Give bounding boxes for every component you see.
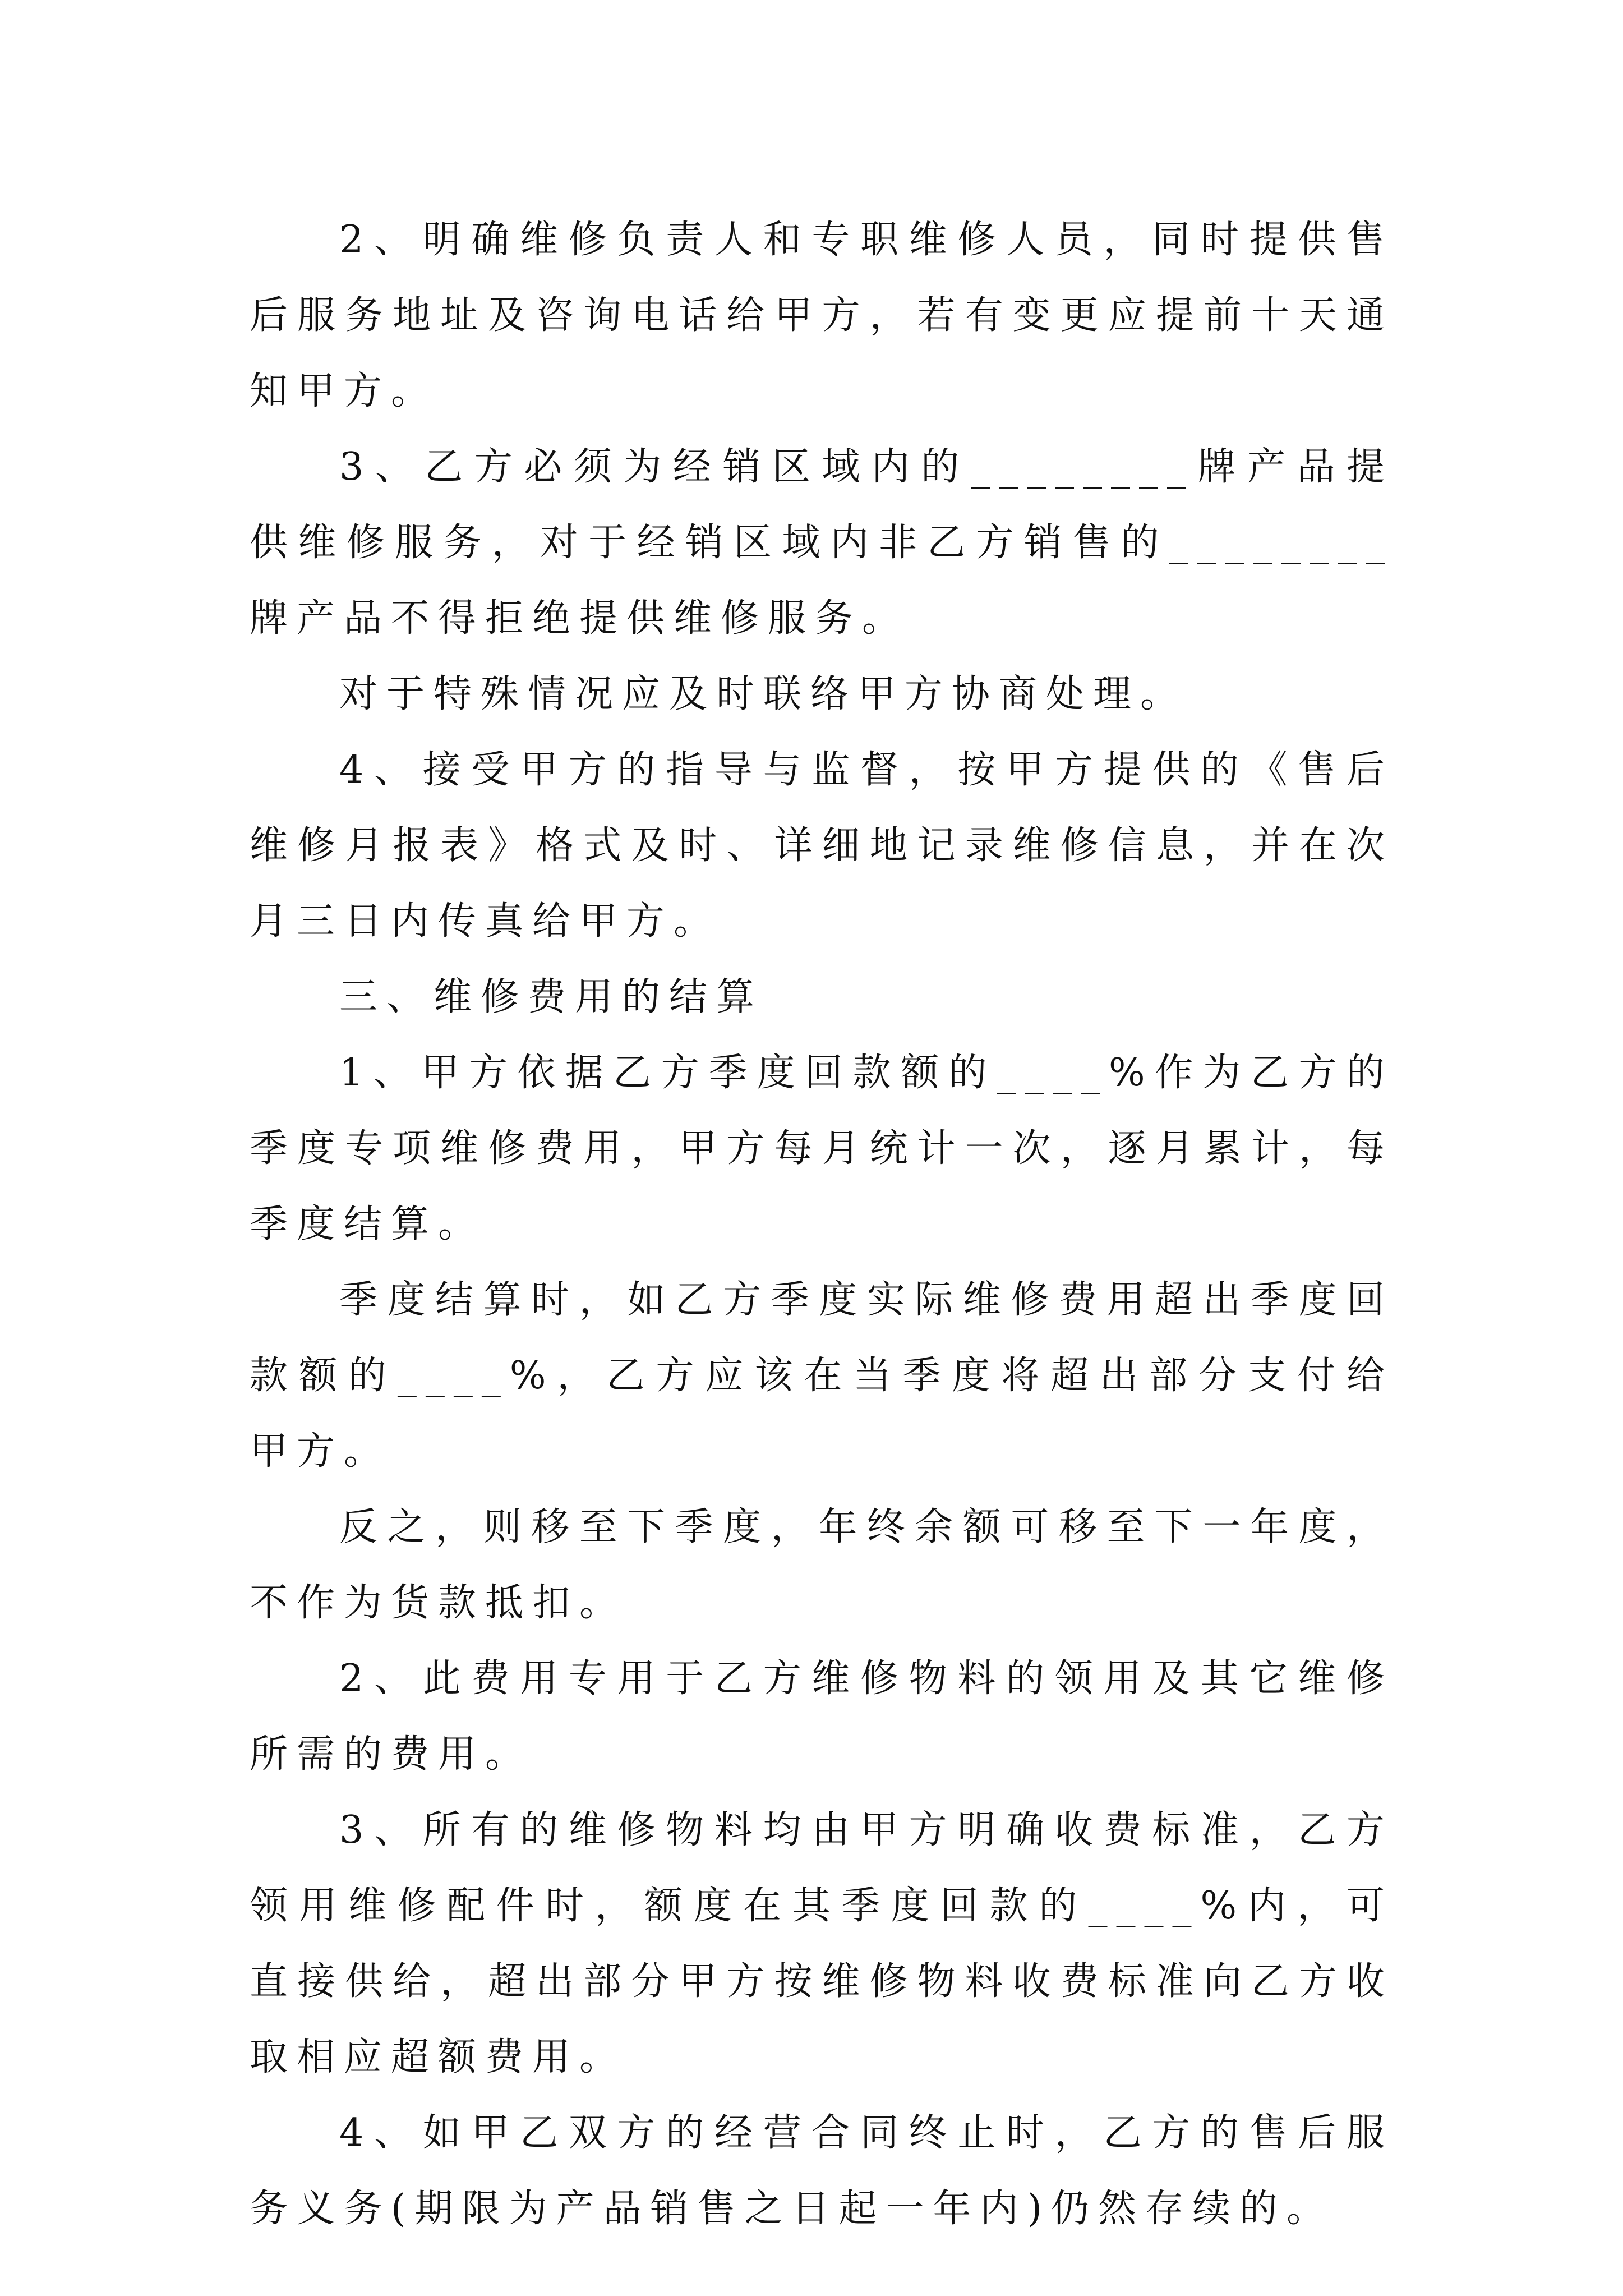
paragraph-balance-carryover: 反之，则移至下季度，年终余额可移至下一年度，不作为货款抵扣。 — [250, 1505, 1394, 1625]
section-heading-settlement: 三、维修费用的结算 — [339, 975, 764, 1019]
paragraph-special-cases: 对于特殊情况应及时联络甲方协商处理。 — [339, 672, 1188, 716]
paragraph-maintenance-fee: 1、甲方依据乙方季度回款额的____%作为乙方的季度专项维修费用，甲方每月统计一次，逐月累计，每季度结算。 — [250, 1051, 1394, 1246]
paragraph-material-standard: 3、所有的维修物料均由甲方明确收费标准，乙方领用维修配件时，额度在其季度回款的____%内，可直接供给，超出部分甲方按维修物料收费标准向乙方收取相应超额费用。 — [250, 1808, 1394, 2079]
paragraph-fee-usage: 2、此费用专用于乙方维修物料的领用及其它维修所需的费用。 — [250, 1657, 1394, 1777]
paragraph-contract-termination: 4、如甲乙双方的经营合同终止时，乙方的售后服务义务(期限为产品销售之日起一年内)仍然存续的。 — [250, 2111, 1394, 2231]
paragraph-monthly-report: 4、接受甲方的指导与监督，按甲方提供的《售后维修月报表》格式及时、详细地记录维修信息，并在次月三日内传真给甲方。 — [250, 748, 1394, 944]
paragraph-maintenance-contact: 2、明确维修负责人和专职维修人员，同时提供售后服务地址及咨询电话给甲方，若有变更应提前十天通知甲方。 — [250, 218, 1394, 413]
paragraph-service-scope: 3、乙方必须为经销区域内的________牌产品提供维修服务，对于经销区域内非乙方销售的________牌产品不得拒绝提供维修服务。 — [250, 445, 1394, 641]
paragraph-quarterly-settlement: 季度结算时，如乙方季度实际维修费用超出季度回款额的____%，乙方应该在当季度将超出部分支付给甲方。 — [250, 1278, 1394, 1474]
document-body — [250, 202, 1394, 2247]
